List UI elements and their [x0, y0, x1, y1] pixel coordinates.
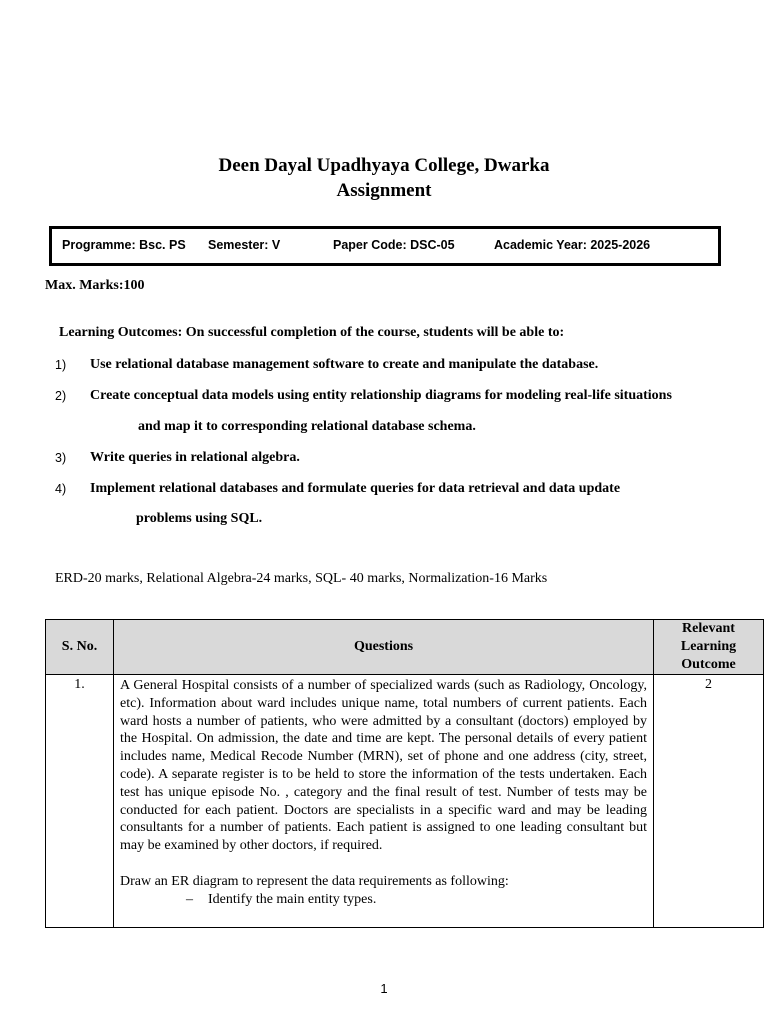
outcome-header: Relevant Learning Outcome: [654, 620, 764, 675]
college-name: Deen Dayal Upadhyaya College, Dwarka: [218, 155, 550, 176]
question-cell: [114, 675, 654, 928]
academic-year-label: Academic Year: 2025-2026: [494, 238, 651, 252]
question-instruction: Draw an ER diagram to represent the data requirements as following:: [120, 873, 509, 889]
question-bullet: [120, 891, 647, 909]
course-info-box: [49, 226, 721, 266]
max-marks: Max. Marks:100: [45, 278, 145, 293]
list-item-number: 1): [55, 358, 67, 372]
table-row: [46, 675, 764, 928]
list-item-number: 2): [55, 389, 67, 403]
list-item-number: 4): [55, 482, 67, 496]
outcome-cell: 2: [654, 675, 764, 928]
list-item: Implement relational databases and formulate queries for data retrieval and data update: [90, 481, 621, 496]
learning-outcomes-intro: Learning Outcomes: On successful completion of the course, students will be able to:: [59, 325, 565, 340]
list-item-continuation: and map it to corresponding relational database schema.: [138, 419, 476, 434]
table-header-row: [46, 620, 764, 675]
semester-label: Semester: V: [208, 238, 281, 252]
sno-header: S. No.: [46, 620, 114, 675]
paper-code-label: Paper Code: DSC-05: [333, 238, 455, 252]
row-number: 1.: [46, 675, 114, 928]
list-item-number: 3): [55, 451, 67, 465]
marks-breakdown: ERD-20 marks, Relational Algebra-24 marks, SQL- 40 marks, Normalization-16 Marks: [55, 571, 548, 586]
question-bullet-text: Identify the main entity types.: [208, 891, 377, 907]
dash-bullet-glyph: –: [186, 891, 193, 907]
document-type: Assignment: [336, 180, 432, 201]
programme-label: Programme: Bsc. PS: [62, 238, 186, 252]
questions-table: [45, 619, 764, 928]
list-item-continuation: problems using SQL.: [136, 511, 263, 526]
list-item: Create conceptual data models using entity relationship diagrams for modeling real-life situations: [90, 388, 672, 403]
question-text: A General Hospital consists of a number of specialized wards (such as Radiology, Oncology, etc). Information about ward includes unique name, total numbers of current patients. Each ward hosts a number of patients, who were admitted by a consultant (doctors) employed by the Hospital. On admission, the date and time are kept. The personal details of every patient includes name, Medical Recode Number (MRN), set of phone and one address (city, street, code). A separate register is to be held to store the information of the tests undertaken. Each test has unique episode No. , category and the final result of test. Number of tests may be conducted for each patient. Doctors are specialists in a specific ward and may be leading consultants for a number of patients. Each patient is assigned to one leading consultant but may be examined by other doctors, if required.: [120, 678, 647, 854]
questions-header: Questions: [114, 620, 654, 675]
list-item: Use relational database management software to create and manipulate the database.: [90, 357, 599, 372]
page-number: 1: [380, 981, 388, 996]
list-item: Write queries in relational algebra.: [90, 450, 300, 465]
